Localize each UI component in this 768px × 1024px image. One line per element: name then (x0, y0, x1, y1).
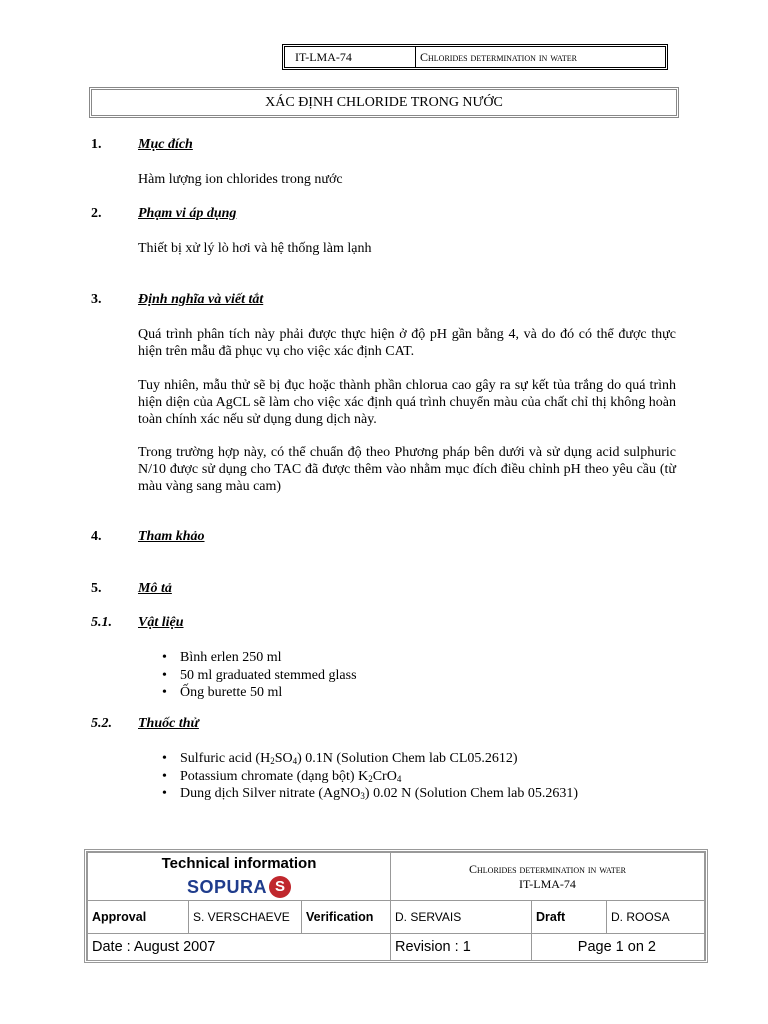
section-3-heading: Định nghĩa và viết tắt (138, 292, 264, 307)
verification-name: D. SERVAIS (391, 901, 532, 934)
document-code-box (282, 44, 668, 70)
footer-revision: Revision : 1 (391, 934, 532, 961)
logo-badge-icon: S (269, 876, 291, 898)
section-3-paragraph-1: Quá trình phân tích này phải được thực hiện ở độ pH gần bằng 4, và do đó có thể được thực hiện trên mẫu đã phục vụ cho việc xác định CAT. (138, 327, 676, 359)
section-3-number: 3. (91, 292, 102, 307)
draft-label: Draft (532, 901, 607, 934)
footer-page-number: Page 1 on 2 (532, 934, 705, 961)
section-2-heading: Phạm vi áp dụng (138, 206, 237, 221)
verification-label: Verification (302, 901, 391, 934)
approval-label: Approval (88, 901, 189, 934)
logo-text: SOPURA (186, 876, 267, 897)
page-title: XÁC ĐỊNH CHLORIDE TRONG NƯỚC (265, 94, 503, 110)
footer-doc-title: Chlorides determination in water (469, 861, 626, 876)
section-5-1-heading: Vật liệu (138, 615, 184, 630)
section-1-heading: Mục đích (138, 137, 193, 152)
document-code: IT-LMA-74 (285, 47, 416, 67)
section-4-heading: Tham khảo (138, 529, 205, 544)
list-item: • Dung dịch Silver nitrate (AgNO$_3$) 0.02 N (Solution Chem lab 05.2631) (158, 785, 578, 803)
section-3-paragraph-2: Tuy nhiên, mẫu thử sẽ bị đục hoặc thành phần chlorua cao gây ra sự kết tủa trắng do quá trình hiện diện của AgCL sẽ làm cho việc xác định quá trình chuyển màu của chất chỉ thị không hoàn toàn chính xác nếu sử dụng dung dịch này. (138, 378, 676, 427)
footer-date: Date : August 2007 (88, 934, 391, 961)
list-item: • Potassium chromate (dạng bột) $K_2CrO_4$ (158, 768, 578, 786)
section-3-paragraph-3: Trong trường hợp này, có thể chuẩn độ theo Phương pháp bên dưới và sử dụng acid sulphuric N/10 được sử dụng cho TAC đã được thêm vào nhằm mục đích điều chỉnh pH theo yêu cầu (từ màu vàng sang màu cam) (138, 445, 676, 494)
section-5-2-heading: Thuốc thử (138, 716, 199, 731)
approval-name: S. VERSCHAEVE (189, 901, 302, 934)
document-reference-cell (391, 853, 705, 901)
footer-doc-code: IT-LMA-74 (519, 876, 576, 891)
list-item: • Sulfuric acid $(H_2SO_4)$ 0.1N (Solution Chem lab CL05.2612) (158, 750, 578, 768)
section-5-number: 5. (91, 581, 102, 596)
draft-name: D. ROOSA (607, 901, 705, 934)
list-item: • Bình erlen 250 ml (158, 649, 357, 667)
section-1-text: Hàm lượng ion chlorides trong nước (138, 172, 343, 187)
section-4-number: 4. (91, 529, 102, 544)
sopura-logo (92, 876, 386, 898)
section-1-number: 1. (91, 137, 102, 152)
section-5-2-number: 5.2. (91, 716, 112, 731)
document-subject: Chlorides determination in water (420, 49, 577, 64)
section-2-number: 2. (91, 206, 102, 221)
page-title-box (89, 87, 679, 118)
section-5-heading: Mô tả (138, 581, 172, 596)
list-item: • Ống burette 50 ml (158, 684, 357, 702)
section-2-text: Thiết bị xử lý lò hơi và hệ thống làm lạnh (138, 241, 372, 256)
document-footer-table (84, 849, 708, 963)
technical-info-cell (88, 853, 391, 901)
reagents-list (158, 750, 578, 803)
list-item: • 50 ml graduated stemmed glass (158, 667, 357, 685)
technical-info-label: Technical information (161, 855, 317, 872)
section-5-1-number: 5.1. (91, 615, 112, 630)
materials-list (158, 649, 357, 702)
